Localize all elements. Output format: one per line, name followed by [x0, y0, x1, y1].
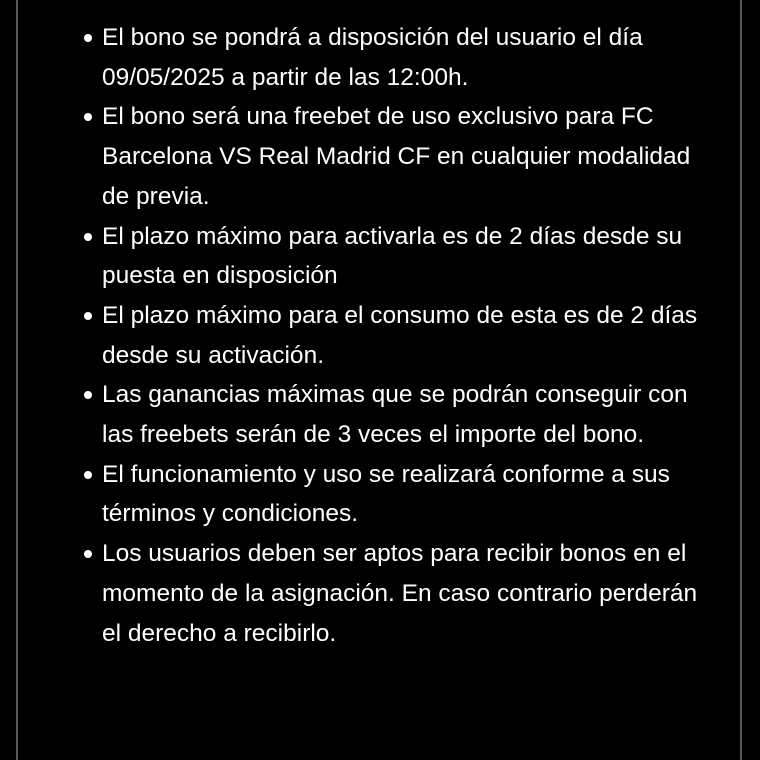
terms-item-text: El plazo máximo para activarla es de 2 días desde su puesta en disposición: [102, 222, 683, 290]
terms-item-activation-deadline: [80, 217, 720, 296]
terms-item-text: El plazo máximo para el consumo de esta es de 2 días desde su activación.: [102, 301, 698, 369]
terms-item-text: Los usuarios deben ser aptos para recibir bonos en el momento de la asignación. En caso contrario perderán el derecho a recibirlo.: [102, 540, 698, 647]
terms-list: [80, 18, 720, 653]
terms-item-max-winnings: [80, 375, 720, 454]
bullet-icon: [84, 471, 92, 479]
terms-item-eligibility: [80, 534, 720, 653]
terms-item-freebet-usage: [80, 97, 720, 216]
bullet-icon: [84, 312, 92, 320]
terms-item-conditions: [80, 455, 720, 534]
terms-item-consumption-deadline: [80, 296, 720, 375]
bullet-icon: [84, 34, 92, 42]
terms-item-text: El bono se pondrá a disposición del usuario el día 09/05/2025 a partir de las 12:00h.: [102, 24, 643, 91]
terms-item-text: El funcionamiento y uso se realizará conforme a sus términos y condiciones.: [102, 460, 670, 528]
bullet-icon: [84, 233, 92, 241]
bullet-icon: [84, 391, 92, 399]
terms-item-text: Las ganancias máximas que se podrán conseguir con las freebets serán de 3 veces el importe del bono.: [102, 381, 688, 449]
terms-item-text: El bono será una freebet de uso exclusivo para FC Barcelona VS Real Madrid CF en cualquier modalidad de previa.: [102, 103, 691, 210]
terms-item-availability: [80, 18, 720, 97]
bullet-icon: [84, 113, 92, 121]
bullet-icon: [84, 550, 92, 558]
